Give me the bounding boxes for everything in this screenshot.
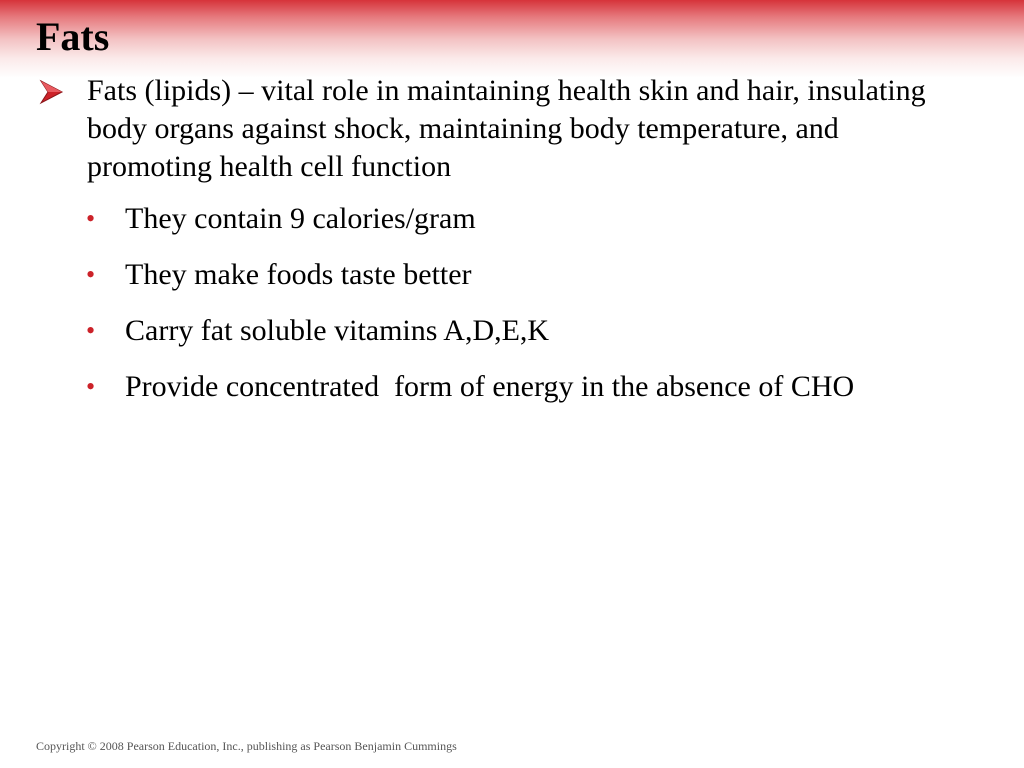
- dot-bullet-icon: •: [86, 316, 96, 345]
- sub-bullet-text: Carry fat soluble vitamins A,D,E,K: [125, 314, 550, 347]
- dot-bullet-icon: •: [86, 204, 96, 233]
- dot-bullet-icon: •: [86, 372, 96, 401]
- sub-bullet-text: They make foods taste better: [125, 258, 472, 291]
- dot-bullet-icon: •: [86, 260, 96, 289]
- sub-bullet-list: [84, 200, 944, 424]
- sub-bullet-item: [84, 256, 944, 294]
- copyright-footer: Copyright © 2008 Pearson Education, Inc., publishing as Pearson Benjamin Cummings: [36, 739, 457, 753]
- sub-bullet-item: [84, 200, 944, 238]
- slide-title: Fats: [36, 14, 110, 59]
- sub-bullet-text: Provide concentrated form of energy in the absence of CHO: [125, 370, 855, 403]
- sub-bullet-item: [84, 368, 944, 406]
- main-bullet-text: Fats (lipids) – vital role in maintaining health skin and hair, insulating body organs against shock, maintaining body temperature, and promoting health cell function: [87, 74, 926, 183]
- arrowhead-bullet-icon: [38, 79, 64, 105]
- sub-bullet-text: They contain 9 calories/gram: [125, 202, 476, 235]
- sub-bullet-item: [84, 312, 944, 350]
- title-banner: [0, 0, 1024, 78]
